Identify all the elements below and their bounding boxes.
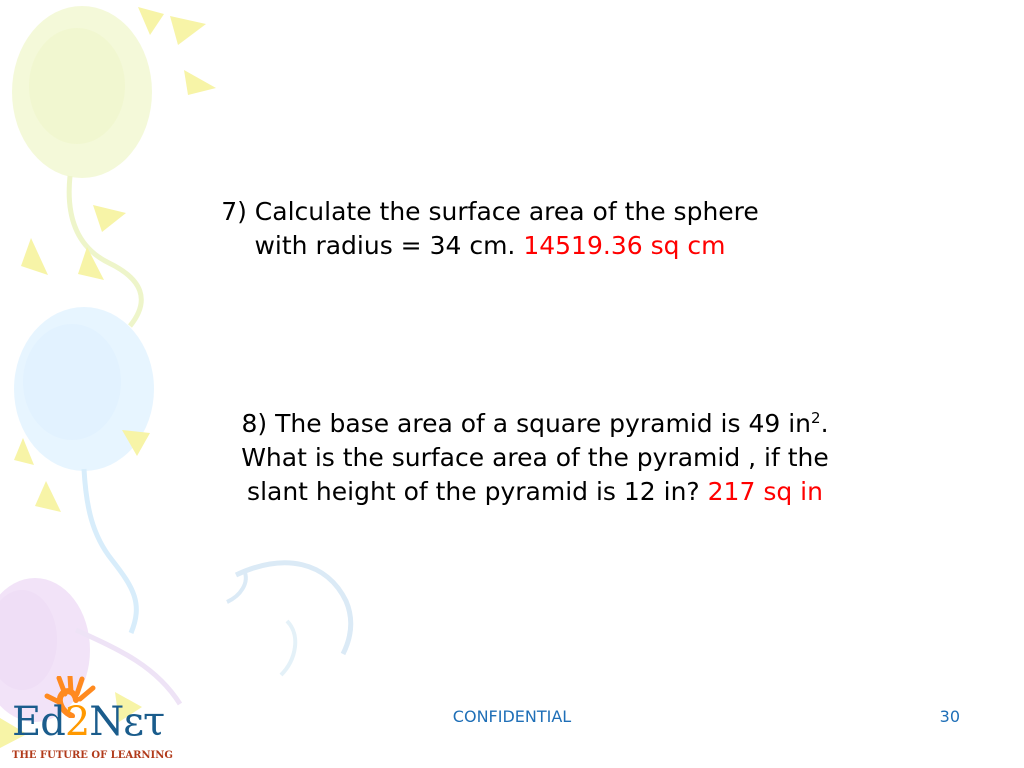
question-8-text: slant height of the pyramid is 12 in?	[247, 477, 700, 506]
question-8-answer: 217 sq in	[707, 477, 823, 506]
question-7-text: with radius = 34 cm.	[254, 231, 516, 260]
square-exponent: 2	[811, 409, 821, 427]
question-7-answer: 14519.36 sq cm	[523, 231, 726, 260]
yellow-balloon-decoration	[12, 6, 216, 326]
question-8-line-3	[170, 475, 900, 509]
question-8-line-1-period: .	[820, 409, 829, 438]
question-7-line-2	[150, 229, 830, 263]
question-8-line-1	[170, 407, 900, 441]
question-8-line-1-text: 8) The base area of a square pyramid is 49 in	[241, 409, 812, 438]
ed2net-logo	[10, 676, 175, 764]
logo-net: Nετ	[89, 699, 165, 745]
question-7	[150, 195, 830, 263]
confidential-label: CONFIDENTIAL	[452, 707, 572, 726]
logo-ed: Ed	[12, 699, 65, 745]
question-8	[170, 407, 900, 509]
faint-swirl-decoration	[227, 563, 351, 675]
logo-two: 2	[64, 699, 90, 745]
page-number: 30	[939, 707, 960, 726]
logo-wordmark	[12, 700, 164, 744]
logo-tagline: THE FUTURE OF LEARNING	[12, 750, 173, 761]
question-8-line-2: What is the surface area of the pyramid , if the	[241, 443, 829, 472]
question-7-line-1: 7) Calculate the surface area of the sphere	[221, 197, 759, 226]
